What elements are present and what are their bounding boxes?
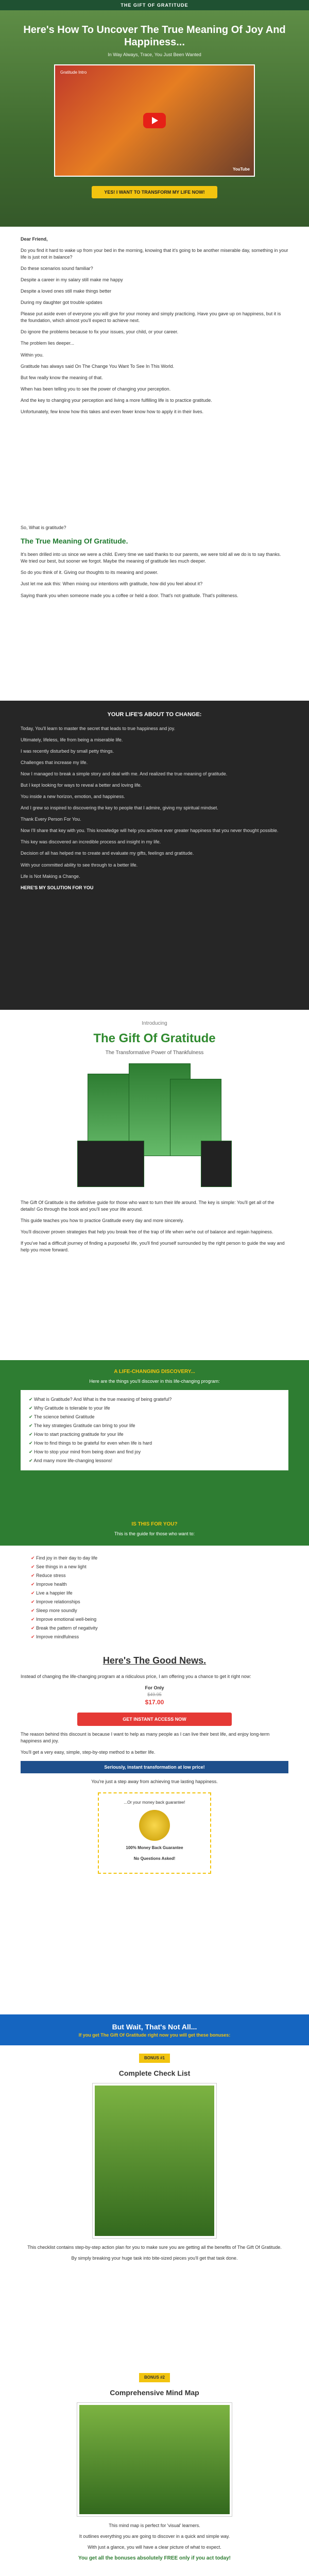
audience-heading: IS THIS FOR YOU? bbox=[131, 1521, 178, 1527]
letter-paragraph: Gratitude has always said On The Change You Want To See In This World. bbox=[21, 363, 175, 369]
site-title-bar: THE GIFT OF GRATITUDE bbox=[0, 0, 309, 10]
life-change-paragraph: And I grew so inspired to discovering the key to people that I admire, giving my spiritual mindset. bbox=[21, 805, 218, 811]
bonus-1-section bbox=[0, 2045, 309, 2365]
offer-note: You're just a step away from achieving true lasting happiness. bbox=[91, 1778, 218, 1784]
product-paragraph: The Gift Of Gratitude is the definitive guide for those who want to turn their life around. The key is simple: You'll get all of the details! Go through the book and you'll see your life around. bbox=[21, 1199, 274, 1212]
price-label: For Only bbox=[145, 1685, 164, 1691]
letter-paragraph: Despite a loved ones still make things better bbox=[21, 289, 112, 294]
bonus-footer: You get all the bonuses absolutely FREE only if you act today! bbox=[78, 2555, 231, 2562]
current-price: $17.00 bbox=[145, 1699, 164, 1706]
bonus-1-tag: BONUS #1 bbox=[139, 2054, 170, 2063]
discovery-subheading: Here are the things you'll discover in this life-changing program: bbox=[89, 1378, 220, 1384]
life-change-paragraph: Decision of all has helped me to create and evaluate my gifts, feelings and gratitude. bbox=[21, 851, 194, 856]
life-change-paragraph: With your committed ability to see through to a better life. bbox=[21, 862, 138, 868]
solution-label: HERE'S MY SOLUTION FOR YOU bbox=[21, 885, 94, 890]
youtube-logo[interactable]: YouTube bbox=[232, 167, 250, 172]
guarantee-seal-icon bbox=[139, 1810, 170, 1841]
guarantee-title: 100% Money Back Guarantee bbox=[126, 1845, 183, 1851]
bonus-paragraph: This mind map is perfect for 'visual' learners. bbox=[109, 2522, 200, 2528]
letter-paragraph: During my daughter got trouble updates bbox=[21, 300, 102, 306]
list-item: ✔ Live a happier life bbox=[31, 1589, 278, 1598]
get-instant-access-button[interactable]: GET INSTANT ACCESS NOW bbox=[77, 1713, 232, 1726]
letter-paragraph: Do ignore the problems because to fix your issues, your child, or your career. bbox=[21, 329, 179, 335]
bonus-2-title: Comprehensive Mind Map bbox=[110, 2388, 199, 2397]
product-paragraph: This guide teaches you how to practice Gratitude every day and more sincerely. bbox=[21, 1217, 184, 1223]
letter-paragraph: But few really know the meaning of that. bbox=[21, 375, 103, 380]
bonus-2-section bbox=[0, 2365, 309, 2576]
product-paragraph: You'll discover proven strategies that help you break free of the trap of life when we're out of balance and regain happiness. bbox=[21, 1229, 273, 1234]
letter-paragraph: Please put aside even of everyone you will give for your money and simply practicing. Have you gave up on happiness, but it is the foundation, which almost you'll expect to achieve next. bbox=[21, 311, 281, 324]
product-intro-section bbox=[0, 1010, 309, 1360]
product-paragraph: If you've had a difficult journey of finding a purposeful life, you'll find yourself surrounded by the right person to guide the way and help you move forward. bbox=[21, 1240, 285, 1253]
product-bundle-image bbox=[67, 1063, 242, 1192]
bonus-2-tag: BONUS #2 bbox=[139, 2373, 170, 2382]
list-item: ✔ Reduce stress bbox=[31, 1571, 278, 1580]
meaning-heading: The True Meaning Of Gratitude. bbox=[21, 537, 128, 546]
wait-heading: But Wait, That's Not All... bbox=[112, 2023, 197, 2031]
pricing-paragraph: Instead of changing the life-changing program at a ridiculous price, I am offering you a chance to get it right now: bbox=[21, 1674, 251, 1680]
life-change-paragraph: Today, You'll learn to master the secret that leads to true happiness and joy. bbox=[21, 725, 176, 731]
life-change-paragraph: I was recently disturbed by small petty things. bbox=[21, 749, 114, 754]
sales-letter bbox=[0, 227, 309, 515]
greeting: Dear Friend, bbox=[21, 236, 48, 242]
pricing-paragraph: The reason behind this discount is because I want to help as many people as I can live their best life, and enjoy long-term happiness and joy. bbox=[21, 1731, 270, 1743]
good-news-heading: Here's The Good News. bbox=[102, 1655, 207, 1666]
meaning-paragraph: It's been drilled into us since we were a child. Every time we said thanks to our parents, we were told all we do is to say thanks. We tried our best, but sooner we forgot. Maybe the meaning of gratitude lies much deeper. bbox=[21, 552, 281, 564]
list-item: ✔ Sleep more soundly bbox=[31, 1606, 278, 1615]
old-price: $49.95 bbox=[147, 1692, 162, 1698]
discovery-list bbox=[21, 1390, 288, 1470]
letter-paragraph: Within you. bbox=[21, 352, 44, 358]
life-change-paragraph: This key was discovered an incredible process and insight in my life. bbox=[21, 839, 161, 845]
offer-bar[interactable]: Seriously, instant transformation at low price! bbox=[21, 1761, 288, 1773]
life-change-paragraph: Challenges that increase my life. bbox=[21, 760, 88, 766]
meaning-paragraph: Just let me ask this: When mixing our intentions with gratitude, how did you feel about it? bbox=[21, 581, 203, 587]
pricing-paragraph: You'll get a very easy, simple, step-by-step method to a better life. bbox=[21, 1749, 156, 1755]
list-item: ✔ What is Gratitude? And What is the true meaning of being grateful? bbox=[29, 1395, 280, 1404]
letter-paragraph: The problem lies deeper... bbox=[21, 341, 75, 346]
list-item: ✔ Why Gratitude is tolerable to your life bbox=[29, 1404, 280, 1413]
list-item: ✔ How to start practicing gratitude for your life bbox=[29, 1430, 280, 1439]
video-player[interactable] bbox=[54, 64, 255, 177]
hero-section bbox=[0, 10, 309, 227]
list-item: ✔ Find joy in their day to day life bbox=[31, 1554, 278, 1563]
letter-paragraph: And the key to changing your perception and living a more fulfilling life is to practice gratitude. bbox=[21, 397, 212, 403]
phone-device bbox=[201, 1141, 232, 1187]
list-item: ✔ Improve emotional well-being bbox=[31, 1615, 278, 1624]
letter-paragraph: Do you find it hard to wake up from your bed in the morning, knowing that it's going to be another miserable day, something in your life is just not in balance? bbox=[21, 248, 288, 260]
product-intro-label: Introducing bbox=[142, 1021, 167, 1026]
checklist-cover-image bbox=[93, 2083, 216, 2238]
guarantee-text: ...Or your money back guarantee! bbox=[124, 1800, 185, 1805]
letter-paragraph: Despite a career in my salary still make me happy bbox=[21, 277, 123, 283]
life-change-paragraph: Life is Not Making a Change. bbox=[21, 873, 80, 879]
meaning-section bbox=[0, 515, 309, 701]
list-item: ✔ Improve relationships bbox=[31, 1598, 278, 1606]
bonus-intro-banner bbox=[0, 2014, 309, 2045]
money-back-guarantee bbox=[98, 1792, 211, 1874]
list-item: ✔ Break the pattern of negativity bbox=[31, 1624, 278, 1633]
letter-paragraph: Unfortunately, few know how this takes and even fewer know how to apply it in their lives. bbox=[21, 409, 204, 414]
product-subtitle: The Transformative Power of Thankfulness bbox=[105, 1050, 204, 1056]
play-icon[interactable] bbox=[143, 113, 166, 128]
signoff-question: So, What is gratitude? bbox=[21, 525, 66, 530]
list-item: ✔ The key strategies Gratitude can bring to your life bbox=[29, 1421, 280, 1430]
life-change-heading: YOUR LIFE'S ABOUT TO CHANGE: bbox=[107, 711, 202, 718]
bonus-paragraph: With just a glance, you will have a clear picture of what to expect. bbox=[88, 2544, 221, 2550]
bonus-paragraph: This checklist contains step-by-step action plan for you to make sure you are getting all the benefits of The Gift Of Gratitude. bbox=[27, 2244, 282, 2250]
audience-list bbox=[0, 1546, 309, 1643]
hero-headline: Here's How To Uncover The True Meaning Of Joy And Happiness... bbox=[23, 24, 286, 48]
meaning-paragraph: So do you think of it. Giving our thoughts to its meaning and power. bbox=[21, 570, 159, 575]
life-change-paragraph: Thank Every Person For You. bbox=[21, 817, 81, 822]
bonus-paragraph: By simply breaking your huge task into bite-sized pieces you'll get that task done. bbox=[71, 2255, 238, 2261]
life-change-paragraph: Now I'll share that key with you. This knowledge will help you achieve ever greater happiness that you never thought possible. bbox=[21, 828, 279, 834]
discovery-heading: A LIFE-CHANGING DISCOVERY... bbox=[114, 1369, 195, 1375]
list-item: ✔ How to stop your mind from being down and find joy bbox=[29, 1448, 280, 1456]
life-change-paragraph: But I kept looking for ways to reveal a better and loving life. bbox=[21, 783, 142, 788]
wait-subheading: If you get The Gift Of Gratitude right now you will get these bonuses: bbox=[78, 2032, 231, 2038]
life-change-paragraph: Now I managed to break a simple story and deal with me. And realized the true meaning of gratitude. bbox=[21, 771, 228, 777]
life-change-paragraph: Ultimately, lifeless, life from being a miserable life. bbox=[21, 737, 123, 742]
mind-map-cover-image bbox=[77, 2403, 232, 2516]
bonus-1-title: Complete Check List bbox=[118, 2069, 191, 2077]
discovery-section bbox=[0, 1360, 309, 1515]
bonus-paragraph: It outlines everything you are going to discover in a quick and simple way. bbox=[79, 2533, 230, 2539]
product-title: The Gift Of Gratitude bbox=[93, 1031, 216, 1045]
list-item: ✔ Improve mindfulness bbox=[31, 1633, 278, 1641]
life-change-section bbox=[0, 701, 309, 1010]
pricing-section bbox=[0, 1643, 309, 2014]
tablet-device bbox=[77, 1141, 144, 1187]
list-item: ✔ See things in a new light bbox=[31, 1563, 278, 1571]
hero-subheadline: In Way Always, Trace, You Just Been Wanted bbox=[108, 52, 201, 57]
letter-paragraph: Do these scenarios sound familiar? bbox=[21, 266, 93, 272]
list-item: ✔ And many more life-changing lessons! bbox=[29, 1456, 280, 1465]
transform-life-button[interactable]: YES! I WANT TO TRANSFORM MY LIFE NOW! bbox=[92, 186, 217, 198]
audience-header bbox=[0, 1515, 309, 1546]
list-item: ✔ The science behind Gratitude bbox=[29, 1413, 280, 1421]
life-change-paragraph: You inside a new horizon, emotion, and happiness. bbox=[21, 794, 125, 800]
audience-subheading: This is the guide for those who want to: bbox=[114, 1531, 195, 1536]
list-item: ✔ How to find things to be grateful for even when life is hard bbox=[29, 1439, 280, 1448]
meaning-paragraph: Saying thank you when someone made you a coffee or held a door. That's not gratitude. That's politeness. bbox=[21, 592, 238, 598]
list-item: ✔ Improve health bbox=[31, 1580, 278, 1589]
guarantee-subtitle: No Questions Asked! bbox=[133, 1856, 176, 1861]
letter-paragraph: When has been telling you to see the power of changing your perception. bbox=[21, 386, 171, 392]
video-title: Gratitude Intro bbox=[60, 70, 87, 75]
